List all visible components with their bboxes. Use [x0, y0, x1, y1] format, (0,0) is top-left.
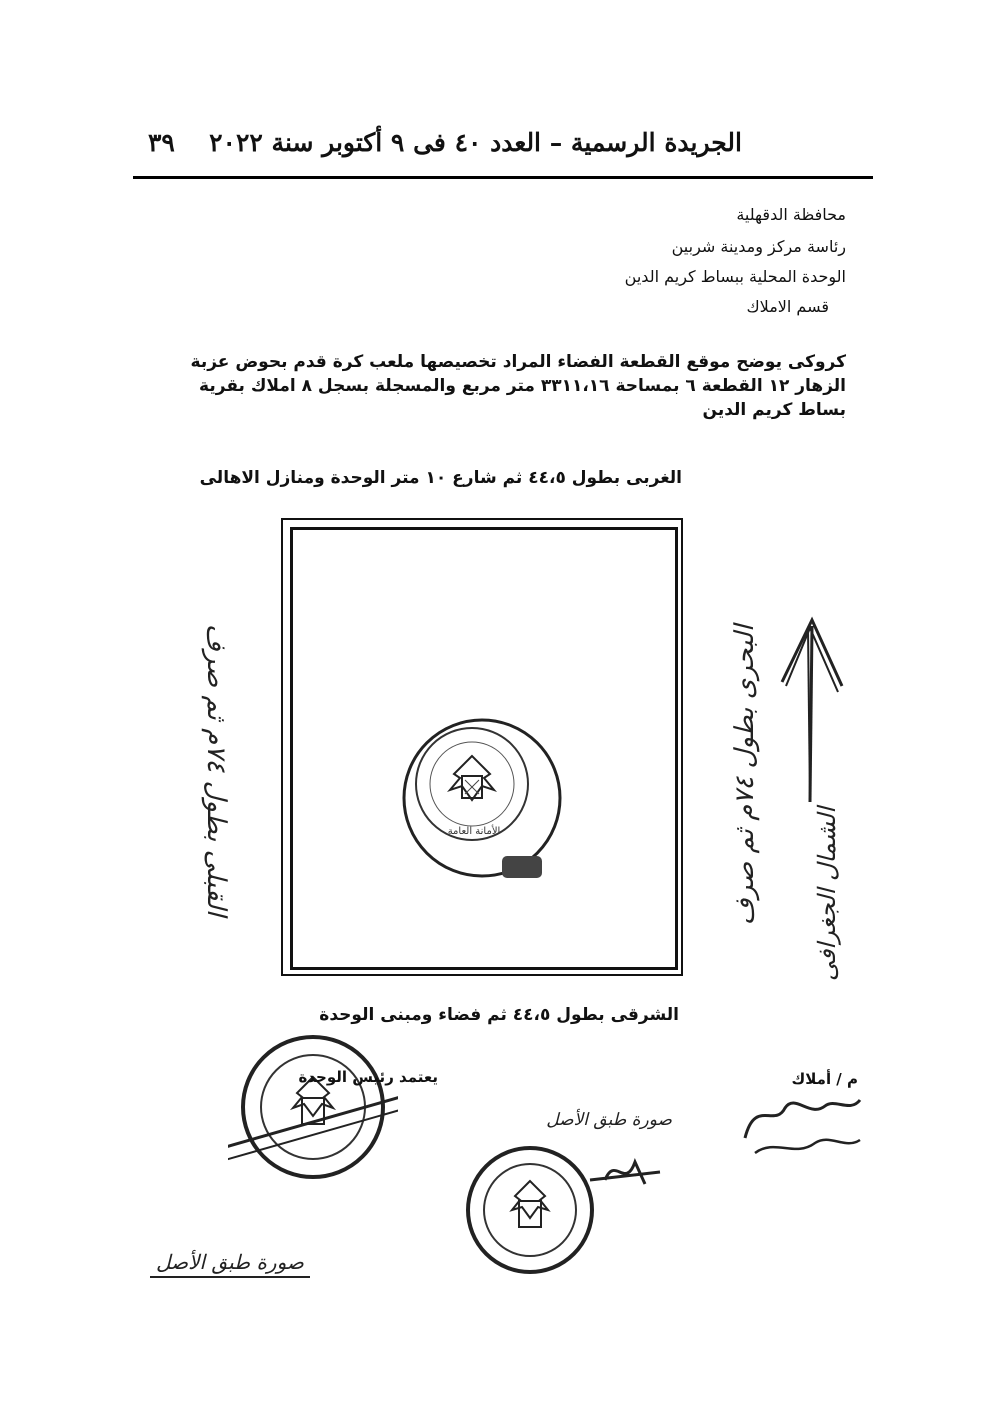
page-number: ٣٩ [148, 128, 175, 157]
true-copy-note-2: صورة طبق الأصل [150, 1250, 310, 1278]
sketch-description: كروكى يوضح موقع القطعة الفضاء المراد تخصيصها ملعب كرة قدم بحوض عزبة الزهار ١٢ القطعة ٦ بمساحة ٣٣١١،١٦ متر مربع والمسجلة بسجل ٨ املاك بقرية بساط كريم الدين [190, 352, 846, 420]
true-copy-note-1: صورة طبق الأصل [546, 1110, 672, 1130]
west-boundary-label: الغربى بطول ٤٤،٥ ثم شارع ١٠ متر الوحدة ومنازل الاهالى [199, 468, 682, 488]
north-arrow-label: الشمال الجغرافى [813, 806, 842, 982]
east-boundary-label: الشرقى بطول ٤٤،٥ ثم فضاء ومبنى الوحدة [319, 1005, 679, 1025]
north-arrow-icon [770, 612, 850, 812]
approval-label: يعتمد رئيس الوحدة [298, 1068, 438, 1086]
second-seal-stamp [455, 1135, 605, 1285]
signature-scribble-icon [585, 1150, 665, 1190]
property-dept-label: م / أملاك [791, 1070, 858, 1088]
north-boundary-handwritten: البحرى بطول ٧٤م ثم صرف [730, 624, 761, 926]
council-label: رئاسة مركز ومدينة شربين [671, 237, 846, 256]
south-boundary-handwritten: القبلى بطول ٧٤م ثم صرف [201, 623, 232, 917]
center-seal-text: الأمانة العامة [447, 826, 501, 837]
center-seal-stamp [382, 706, 582, 906]
department-label: قسم الاملاك [746, 297, 829, 316]
governorate-seal-stamp [228, 1022, 398, 1192]
header-rule [133, 176, 873, 179]
property-signature-icon [735, 1088, 865, 1163]
unit-label: الوحدة المحلية ببساط كريم الدين [624, 267, 846, 286]
gazette-header-title: الجريدة الرسمية – العدد ٤٠ فى ٩ أكتوبر سنة ٢٠٢٢ [209, 128, 742, 157]
governorate-label: محافظة الدقهلية [736, 205, 846, 224]
